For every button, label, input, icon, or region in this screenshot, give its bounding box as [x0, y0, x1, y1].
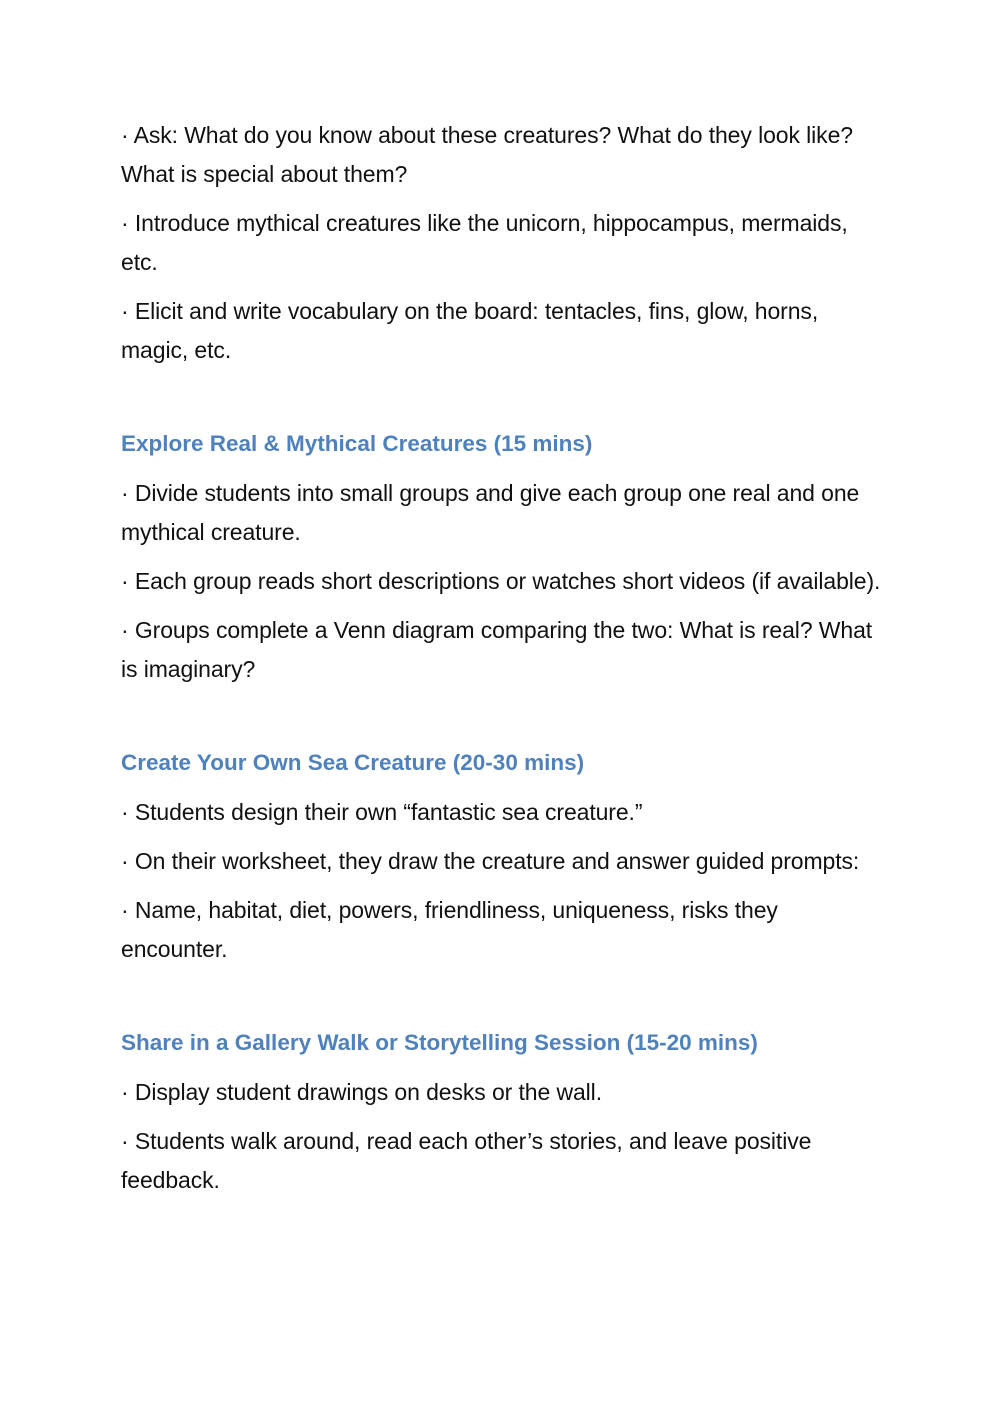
section-spacer — [121, 699, 886, 747]
section-spacer — [121, 979, 886, 1027]
section-bullet: · Divide students into small groups and give each group one real and one mythical creature. — [121, 480, 860, 545]
intro-bullet: · Elicit and write vocabulary on the board: tentacles, fins, glow, horns, magic, etc. — [121, 298, 819, 363]
section-bullet: · Students design their own “fantastic sea creature.” — [121, 799, 643, 825]
intro-bullet: · Ask: What do you know about these creatures? What do they look like? What is special about them? — [121, 122, 853, 187]
section-heading: Explore Real & Mythical Creatures (15 mins) — [121, 431, 593, 456]
section-bullet: · Students walk around, read each other’s stories, and leave positive feedback. — [121, 1128, 812, 1193]
section-bullet: · On their worksheet, they draw the creature and answer guided prompts: — [121, 848, 860, 874]
section-heading: Share in a Gallery Walk or Storytelling Session (15-20 mins) — [121, 1030, 758, 1055]
section-bullet: · Display student drawings on desks or the wall. — [121, 1079, 602, 1105]
section-heading: Create Your Own Sea Creature (20-30 mins) — [121, 750, 585, 775]
section-bullet: · Groups complete a Venn diagram comparing the two: What is real? What is imaginary? — [121, 617, 873, 682]
section-bullet: · Each group reads short descriptions or watches short videos (if available). — [121, 568, 881, 594]
intro-bullet: · Introduce mythical creatures like the unicorn, hippocampus, mermaids, etc. — [121, 210, 848, 275]
section-create — [121, 747, 886, 969]
section-explore — [121, 428, 886, 689]
section-share — [121, 1027, 886, 1200]
intro-block — [121, 116, 886, 370]
document-page — [121, 116, 886, 1210]
section-spacer — [121, 380, 886, 428]
section-bullet: · Name, habitat, diet, powers, friendliness, uniqueness, risks they encounter. — [121, 897, 778, 962]
